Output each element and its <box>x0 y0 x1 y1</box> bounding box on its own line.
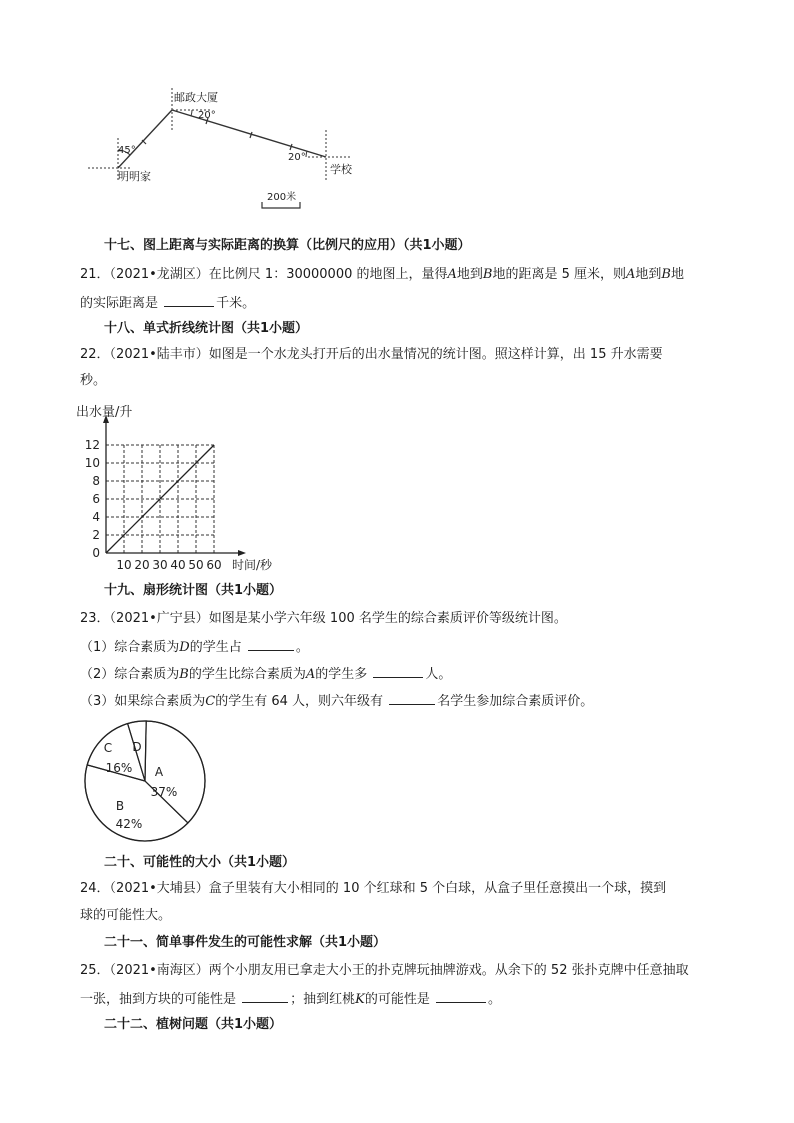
q21-var: B <box>482 267 493 282</box>
q25-text: ；抽到红桃 <box>290 992 356 1007</box>
x-tick-label: 10 <box>116 558 132 572</box>
q23-text: 的学生比综合素质为 <box>188 667 306 682</box>
y-tick-label: 10 <box>84 456 100 470</box>
x-axis-label: 时间/秒 <box>232 558 273 572</box>
x-tick-label: 40 <box>170 558 186 572</box>
q25-text: 的可能性是 <box>364 992 430 1007</box>
q25-line2 <box>80 989 501 1009</box>
q21-text: 21．（2021•龙湖区）在比例尺 1：30000000 的地图上，量得 <box>80 267 448 282</box>
q21-var: B <box>661 267 671 282</box>
y-tick-label: 0 <box>92 546 100 560</box>
route-map-figure <box>80 80 370 220</box>
pie-label-b: B <box>115 799 125 813</box>
q23-text: 人。 <box>425 667 452 682</box>
y-tick-label: 8 <box>92 474 100 488</box>
answer-blank[interactable] <box>164 293 214 307</box>
q24-line2: 球的可能性大。 <box>80 908 172 923</box>
q24-line1: 24．（2021•大埔县）盒子里装有大小相同的 10 个红球和 5 个白球，从盒子里任意摸出一个球，摸到 <box>80 881 667 896</box>
school-label: 学校 <box>330 163 352 176</box>
y-axis-label: 出水量/升 <box>76 405 133 420</box>
q21-line1 <box>80 266 684 284</box>
x-axis-arrow <box>238 550 246 556</box>
q23-text: （3）如果综合素质为 <box>80 694 206 709</box>
water-output-line-chart <box>70 398 300 576</box>
home-label: 明明家 <box>118 170 151 183</box>
q25-var: K <box>355 992 365 1007</box>
section-22-heading: 二十二、植树问题（共1小题） <box>104 1017 283 1032</box>
q21-text: 千米。 <box>216 296 256 311</box>
y-tick-label: 4 <box>92 510 100 524</box>
q23-sub3 <box>80 691 593 711</box>
section-19-heading: 十九、扇形统计图（共1小题） <box>104 583 283 598</box>
q22-line2: 秒。 <box>80 373 107 388</box>
q21-var: A <box>626 267 636 282</box>
q21-text: 地的距离是 5 厘米，则 <box>492 267 627 282</box>
q21-text: 地 <box>670 267 684 282</box>
q21-text: 的实际距离是 <box>80 296 159 311</box>
q23-var: B <box>179 667 189 682</box>
q21-line2 <box>80 293 255 313</box>
answer-blank[interactable] <box>389 691 435 705</box>
pie-value-c: 16% <box>105 761 133 775</box>
section-17-heading: 十七、图上距离与实际距离的换算（比例尺的应用）（共1小题） <box>104 238 471 253</box>
q23-var: A <box>305 667 316 682</box>
angle-20-label-school: 20° <box>288 152 306 163</box>
section-18-heading: 十八、单式折线统计图（共1小题） <box>104 321 309 336</box>
q23-text: （1）综合素质为 <box>80 640 180 655</box>
angle-45-label: 45° <box>118 145 136 156</box>
section-20-heading: 二十、可能性的大小（共1小题） <box>104 855 296 870</box>
q23-text: 的学生占 <box>189 640 242 655</box>
q23-text: 。 <box>295 640 309 655</box>
q23-sub2 <box>80 664 451 684</box>
post-office-label: 邮政大厦 <box>174 91 218 104</box>
q25-text: 。 <box>488 992 502 1007</box>
q25-text: 一张，抽到方块的可能性是 <box>80 992 237 1007</box>
answer-blank[interactable] <box>373 664 423 678</box>
pie-label-a: A <box>154 765 164 779</box>
angle-20-label-top: 20° <box>198 110 216 121</box>
q23-text: 名学生参加综合素质评价。 <box>437 694 594 709</box>
answer-blank[interactable] <box>248 637 294 651</box>
q25-line1: 25．（2021•南海区）两个小朋友用已拿走大小王的扑克牌玩抽牌游戏。从余下的 52 张扑克牌中任意抽取 <box>80 963 689 978</box>
q23-sub1 <box>80 637 309 657</box>
grade-pie-chart <box>82 718 208 844</box>
q23-var: D <box>179 640 190 655</box>
scale-bar-label: 200米 <box>267 192 297 203</box>
y-tick-label: 12 <box>84 438 100 452</box>
pie-value-a: 37% <box>150 785 178 799</box>
q23-text: 的学生多 <box>315 667 368 682</box>
pie-label-c: C <box>103 741 113 755</box>
pie-value-b: 42% <box>115 817 143 831</box>
answer-blank[interactable] <box>242 989 288 1003</box>
q23-var: C <box>205 694 216 709</box>
section-21-heading: 二十一、简单事件发生的可能性求解（共1小题） <box>104 935 387 950</box>
x-tick-label: 20 <box>134 558 150 572</box>
q21-var: A <box>447 267 457 282</box>
y-tick-label: 6 <box>92 492 100 506</box>
q23-intro: 23．（2021•广宁县）如图是某小学六年级 100 名学生的综合素质评价等级统计图。 <box>80 611 567 626</box>
x-tick-label: 50 <box>188 558 204 572</box>
q23-text: 的学生有 64 人，则六年级有 <box>215 694 384 709</box>
x-tick-label: 60 <box>206 558 222 572</box>
answer-blank[interactable] <box>436 989 486 1003</box>
q21-text: 地到 <box>456 267 483 282</box>
q21-text: 地到 <box>635 267 662 282</box>
q22-line1: 22．（2021•陆丰市）如图是一个水龙头打开后的出水量情况的统计图。照这样计算，出 15 升水需要 <box>80 347 663 362</box>
q23-text: （2）综合素质为 <box>80 667 180 682</box>
y-tick-label: 2 <box>92 528 100 542</box>
x-tick-label: 30 <box>152 558 168 572</box>
pie-label-d: D <box>132 740 142 754</box>
